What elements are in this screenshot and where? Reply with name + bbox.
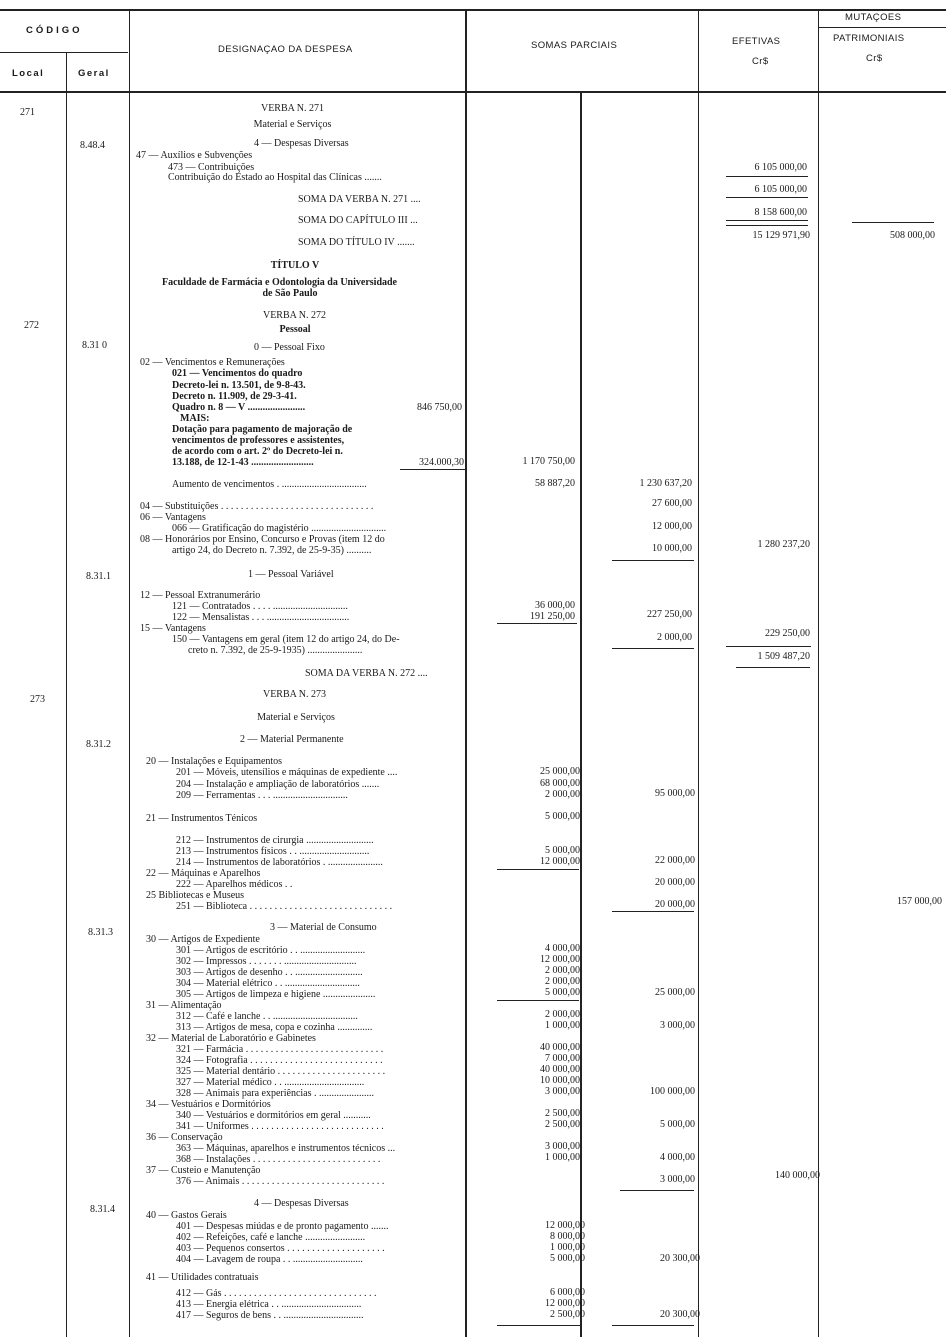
doc-line: Decreto n. 11.909, de 29-3-41. bbox=[172, 391, 297, 402]
header-local: Local bbox=[12, 68, 45, 79]
doc-line: 328 — Animais para experiências . ...................... bbox=[176, 1088, 375, 1099]
doc-line: 5 000,00 bbox=[545, 987, 580, 998]
header-geral: Geral bbox=[78, 68, 110, 79]
doc-line: Quadro n. 8 — V ....................... bbox=[172, 402, 306, 413]
doc-line: 2 500,00 bbox=[545, 1108, 580, 1119]
doc-line: 312 — Café e lanche . . .................................. bbox=[176, 1011, 358, 1022]
codigo-rule bbox=[0, 52, 128, 53]
doc-line: 401 — Despesas miúdas e de pronto pagamento ....... bbox=[176, 1221, 389, 1232]
doc-line: 15 129 971,90 bbox=[752, 230, 810, 241]
col-rule-somas-1 bbox=[580, 92, 582, 1337]
doc-line: Faculdade de Farmácia e Odontologia da Universidade bbox=[162, 277, 397, 288]
doc-line: creto n. 7.392, de 25-9-1935) ...................... bbox=[188, 645, 363, 656]
doc-line: Aumento de vencimentos . .................................. bbox=[172, 479, 367, 490]
doc-line: 191 250,00 bbox=[530, 611, 575, 622]
doc-line: 58 887,20 bbox=[535, 478, 575, 489]
doc-line: 31 — Alimentação bbox=[146, 1000, 222, 1011]
header-efetivas: EFETIVAS bbox=[732, 36, 781, 47]
sum-rule bbox=[726, 646, 811, 647]
doc-line: 324.000,30 bbox=[419, 457, 464, 468]
doc-line: Decreto-lei n. 13.501, de 9-8-43. bbox=[172, 380, 306, 391]
doc-line: 229 250,00 bbox=[765, 628, 810, 639]
doc-line: 327 — Material médico . . ................................ bbox=[176, 1077, 365, 1088]
doc-line: 301 — Artigos de escritório . . .......................... bbox=[176, 945, 366, 956]
doc-line: 20 000,00 bbox=[655, 899, 695, 910]
doc-line: 325 — Material dentário . . . . . . . . . . . . . . . . . . . . . . bbox=[176, 1066, 386, 1077]
doc-line: SOMA DO TÍTULO IV ....... bbox=[298, 237, 415, 248]
sum-rule bbox=[612, 648, 694, 649]
doc-line: 8 000,00 bbox=[550, 1231, 585, 1242]
header-bottom-rule bbox=[0, 91, 946, 93]
doc-line: 222 — Aparelhos médicos . . bbox=[176, 879, 293, 890]
doc-line: 1 280 237,20 bbox=[757, 539, 810, 550]
doc-line: 2 — Material Permanente bbox=[240, 734, 344, 745]
sum-rule bbox=[497, 1000, 579, 1001]
doc-line: 404 — Lavagem de roupa . . ............................ bbox=[176, 1254, 363, 1265]
doc-line: 3 — Material de Consumo bbox=[270, 922, 377, 933]
doc-line: 12 — Pessoal Extranumerário bbox=[140, 590, 261, 601]
doc-line: 25 Bibliotecas e Museus bbox=[146, 890, 245, 901]
doc-line: 12 000,00 bbox=[545, 1220, 585, 1231]
doc-line: 40 000,00 bbox=[540, 1064, 580, 1075]
doc-line: 313 — Artigos de mesa, copa e cozinha .............. bbox=[176, 1022, 373, 1033]
doc-line: 3 000,00 bbox=[660, 1020, 695, 1031]
doc-line: 6 000,00 bbox=[550, 1287, 585, 1298]
doc-line: 40 000,00 bbox=[540, 1042, 580, 1053]
doc-line: 341 — Uniformes . . . . . . . . . . . . . . . . . . . . . . . . . . . bbox=[176, 1121, 384, 1132]
doc-line: 8.31.1 bbox=[86, 571, 111, 582]
doc-line: VERBA N. 273 bbox=[262, 689, 327, 700]
doc-line: vencimentos de professores e assistentes, bbox=[172, 435, 345, 446]
sum-rule bbox=[852, 222, 934, 223]
doc-line: 846 750,00 bbox=[417, 402, 462, 413]
doc-line: 12 000,00 bbox=[652, 521, 692, 532]
sum-rule bbox=[497, 1325, 582, 1326]
doc-line: 30 — Artigos de Expediente bbox=[146, 934, 260, 945]
doc-line: 20 300,00 bbox=[660, 1253, 700, 1264]
doc-line: 27 600,00 bbox=[652, 498, 692, 509]
doc-line: 4 — Despesas Diversas bbox=[254, 1198, 349, 1209]
doc-line: 417 — Seguros de bens . . ................................ bbox=[176, 1310, 364, 1321]
doc-line: TÍTULO V bbox=[270, 260, 320, 271]
header-mutacoes-unit: Cr$ bbox=[866, 53, 883, 64]
doc-line: 1 170 750,00 bbox=[522, 456, 575, 467]
doc-line: 201 — Móveis, utensílios e máquinas de expediente .... bbox=[176, 767, 398, 778]
doc-line: 47 — Auxílios e Subvenções bbox=[136, 150, 253, 161]
doc-line: 227 250,00 bbox=[647, 609, 692, 620]
doc-line: 324 — Fotografia . . . . . . . . . . . . . . . . . . . . . . . . . . . bbox=[176, 1055, 383, 1066]
doc-line: 214 — Instrumentos de laboratórios . ...................... bbox=[176, 857, 383, 868]
doc-line: 8.31.3 bbox=[88, 927, 113, 938]
doc-line: de acordo com o art. 2º do Decreto-lei n. bbox=[172, 446, 343, 457]
doc-line: de São Paulo bbox=[262, 288, 318, 299]
sum-rule bbox=[726, 220, 808, 221]
sum-rule bbox=[726, 176, 808, 177]
doc-line: 2 000,00 bbox=[545, 1009, 580, 1020]
doc-line: 21 — Instrumentos Ténicos bbox=[146, 813, 258, 824]
doc-line: 413 — Energia elétrica . . ................................ bbox=[176, 1299, 362, 1310]
doc-line: 303 — Artigos de desenho . . ........................... bbox=[176, 967, 363, 978]
doc-line: 273 bbox=[30, 694, 45, 705]
doc-line: 121 — Contratados . . . . .............................. bbox=[172, 601, 348, 612]
doc-line: 305 — Artigos de limpeza e higiene ..................... bbox=[176, 989, 376, 1000]
doc-line: 157 000,00 bbox=[897, 896, 942, 907]
doc-line: 2 000,00 bbox=[657, 632, 692, 643]
doc-line: 2 000,00 bbox=[545, 965, 580, 976]
doc-line: 473 — Contribuições bbox=[168, 162, 255, 173]
sum-rule bbox=[726, 197, 808, 198]
doc-line: 5 000,00 bbox=[545, 845, 580, 856]
doc-line: 4 000,00 bbox=[660, 1152, 695, 1163]
sum-rule bbox=[620, 1190, 694, 1191]
doc-line: 066 — Gratificação do magistério .............................. bbox=[172, 523, 387, 534]
doc-line: 8.31.4 bbox=[90, 1204, 115, 1215]
sum-rule bbox=[612, 1325, 694, 1326]
doc-line: 403 — Pequenos consertos . . . . . . . . . . . . . . . . . . . . bbox=[176, 1243, 385, 1254]
header-mutacoes: MUTAÇOES bbox=[845, 12, 902, 23]
doc-line: 02 — Vencimentos e Remunerações bbox=[140, 357, 285, 368]
doc-line: artigo 24, do Decreto n. 7.392, de 25-9-35) .......... bbox=[172, 545, 372, 556]
doc-line: 122 — Mensalistas . . . ................................. bbox=[172, 612, 350, 623]
doc-line: 0 — Pessoal Fixo bbox=[254, 342, 325, 353]
doc-line: 5 000,00 bbox=[550, 1253, 585, 1264]
doc-line: 7 000,00 bbox=[545, 1053, 580, 1064]
doc-line: 212 — Instrumentos de cirurgia ........................... bbox=[176, 835, 374, 846]
doc-line: 37 — Custeio e Manutenção bbox=[146, 1165, 261, 1176]
col-rule-geral bbox=[129, 10, 130, 1337]
doc-line: 12 000,00 bbox=[545, 1298, 585, 1309]
doc-line: 25 000,00 bbox=[655, 987, 695, 998]
header-designacao: DESIGNAÇAO DA DESPESA bbox=[218, 44, 353, 55]
doc-line: 95 000,00 bbox=[655, 788, 695, 799]
doc-line: 1 509 487,20 bbox=[757, 651, 810, 662]
doc-line: 20 000,00 bbox=[655, 877, 695, 888]
doc-line: Material e Serviços bbox=[253, 119, 332, 130]
sum-rule bbox=[497, 869, 579, 870]
doc-line: VERBA N. 271 bbox=[260, 103, 325, 114]
header-efetivas-unit: Cr$ bbox=[752, 56, 769, 67]
doc-line: 36 — Conservação bbox=[146, 1132, 223, 1143]
doc-line: 508 000,00 bbox=[890, 230, 935, 241]
doc-line: 4 — Despesas Diversas bbox=[254, 138, 349, 149]
doc-line: 8.31 0 bbox=[82, 340, 107, 351]
doc-line: 22 — Máquinas e Aparelhos bbox=[146, 868, 261, 879]
sum-rule bbox=[497, 623, 577, 624]
doc-line: SOMA DA VERBA N. 271 .... bbox=[298, 194, 421, 205]
doc-line: 8.48.4 bbox=[80, 140, 105, 151]
doc-line: Dotação para pagamento de majoração de bbox=[172, 424, 353, 435]
header-somas-parciais: SOMAS PARCIAIS bbox=[531, 40, 618, 51]
doc-line: 363 — Máquinas, aparelhos e instrumentos técnicos ... bbox=[176, 1143, 396, 1154]
doc-line: 4 000,00 bbox=[545, 943, 580, 954]
doc-line: 1 000,00 bbox=[545, 1152, 580, 1163]
doc-line: 3 000,00 bbox=[660, 1174, 695, 1185]
doc-line: 2 500,00 bbox=[550, 1309, 585, 1320]
doc-line: 36 000,00 bbox=[535, 600, 575, 611]
top-rule bbox=[0, 9, 946, 11]
doc-line: 13.188, de 12-1-43 ......................... bbox=[172, 457, 314, 468]
doc-line: 5 000,00 bbox=[545, 811, 580, 822]
doc-line: 5 000,00 bbox=[660, 1119, 695, 1130]
doc-line: 021 — Vencimentos do quadro bbox=[172, 368, 303, 379]
doc-line: 376 — Animais . . . . . . . . . . . . . . . . . . . . . . . . . . . . . bbox=[176, 1176, 385, 1187]
doc-line: 22 000,00 bbox=[655, 855, 695, 866]
doc-line: 6 105 000,00 bbox=[754, 162, 807, 173]
doc-line: 25 000,00 bbox=[540, 766, 580, 777]
header-patrimoniais: PATRIMONIAIS bbox=[833, 33, 905, 44]
doc-line: 251 — Biblioteca . . . . . . . . . . . . . . . . . . . . . . . . . . . . . bbox=[176, 901, 393, 912]
doc-line: 04 — Substituições . . . . . . . . . . . . . . . . . . . . . . . . . . . . . . . bbox=[140, 501, 374, 512]
doc-line: 1 000,00 bbox=[550, 1242, 585, 1253]
sum-rule bbox=[736, 667, 810, 668]
doc-line: 20 300,00 bbox=[660, 1309, 700, 1320]
header-codigo: CÓDIGO bbox=[26, 25, 83, 36]
doc-line: VERBA N. 272 bbox=[262, 310, 327, 321]
doc-line: MAIS: bbox=[180, 413, 210, 424]
doc-line: 213 — Instrumentos físicos . . ............................ bbox=[176, 846, 370, 857]
doc-line: 10 000,00 bbox=[540, 1075, 580, 1086]
sum-rule bbox=[612, 560, 694, 561]
doc-line: 2 000,00 bbox=[545, 789, 580, 800]
doc-line: 368 — Instalações . . . . . . . . . . . . . . . . . . . . . . . . . . bbox=[176, 1154, 381, 1165]
doc-line: 1 — Pessoal Variável bbox=[248, 569, 334, 580]
doc-line: 2 500,00 bbox=[545, 1119, 580, 1130]
doc-line: 12 000,00 bbox=[540, 954, 580, 965]
doc-line: 2 000,00 bbox=[545, 976, 580, 987]
col-rule-efetivas bbox=[818, 10, 819, 1337]
doc-line: 204 — Instalação e ampliação de laboratórios ....... bbox=[176, 779, 380, 790]
doc-line: 6 105 000,00 bbox=[754, 184, 807, 195]
doc-line: 20 — Instalações e Equipamentos bbox=[146, 756, 283, 767]
doc-line: 340 — Vestuários e dormitórios em geral ........... bbox=[176, 1110, 371, 1121]
doc-line: 271 bbox=[20, 107, 35, 118]
doc-line: 8.31.2 bbox=[86, 739, 111, 750]
doc-line: 304 — Material elétrico . . .............................. bbox=[176, 978, 360, 989]
mutacoes-rule bbox=[818, 27, 946, 28]
col-rule-local bbox=[66, 52, 67, 1337]
doc-line: 40 — Gastos Gerais bbox=[146, 1210, 227, 1221]
doc-line: 3 000,00 bbox=[545, 1141, 580, 1152]
doc-line: 10 000,00 bbox=[652, 543, 692, 554]
doc-line: 06 — Vantagens bbox=[140, 512, 206, 523]
doc-line: Contribuição do Estado ao Hospital das Clínicas ....... bbox=[168, 172, 382, 183]
doc-line: Pessoal bbox=[279, 324, 311, 335]
doc-line: 1 000,00 bbox=[545, 1020, 580, 1031]
doc-line: 12 000,00 bbox=[540, 856, 580, 867]
doc-line: 402 — Refeições, café e lanche ........................ bbox=[176, 1232, 366, 1243]
col-rule-designacao bbox=[465, 10, 467, 1337]
sum-rule bbox=[726, 225, 808, 226]
doc-line: SOMA DO CAPÍTULO III ... bbox=[298, 215, 418, 226]
doc-line: 32 — Material de Laboratório e Gabinetes bbox=[146, 1033, 316, 1044]
doc-line: 15 — Vantagens bbox=[140, 623, 206, 634]
col-rule-somas-2 bbox=[698, 10, 699, 1337]
doc-line: 100 000,00 bbox=[650, 1086, 695, 1097]
doc-line: SOMA DA VERBA N. 272 .... bbox=[305, 668, 428, 679]
doc-line: 302 — Impressos . . . . . . . ............................. bbox=[176, 956, 357, 967]
doc-line: 34 — Vestuários e Dormitórios bbox=[146, 1099, 271, 1110]
sum-rule bbox=[612, 911, 694, 912]
doc-line: 68 000,00 bbox=[540, 778, 580, 789]
doc-line: 1 230 637,20 bbox=[639, 478, 692, 489]
doc-line: 150 — Vantagens em geral (item 12 do artigo 24, do De- bbox=[172, 634, 400, 645]
doc-line: 41 — Utilidades contratuais bbox=[146, 1272, 259, 1283]
doc-line: 272 bbox=[24, 320, 39, 331]
doc-line: 209 — Ferramentas . . . .............................. bbox=[176, 790, 348, 801]
doc-line: 3 000,00 bbox=[545, 1086, 580, 1097]
doc-line: Material e Serviços bbox=[257, 712, 335, 723]
doc-line: 08 — Honorários por Ensino, Concurso e Provas (item 12 do bbox=[140, 534, 385, 545]
doc-line: 8 158 600,00 bbox=[754, 207, 807, 218]
doc-line: 412 — Gás . . . . . . . . . . . . . . . . . . . . . . . . . . . . . . . bbox=[176, 1288, 377, 1299]
sum-rule bbox=[400, 469, 465, 470]
doc-line: 321 — Farmácia . . . . . . . . . . . . . . . . . . . . . . . . . . . . bbox=[176, 1044, 384, 1055]
doc-line: 140 000,00 bbox=[775, 1170, 820, 1181]
